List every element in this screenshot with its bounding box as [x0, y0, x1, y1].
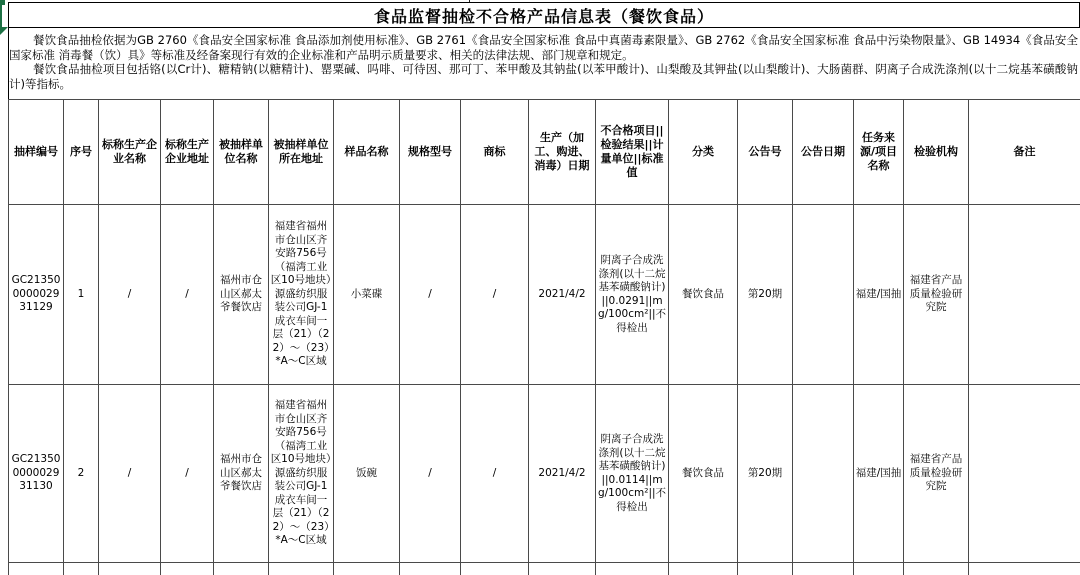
table-cell: /: [461, 385, 529, 563]
column-header: 标称生产企业名称: [99, 100, 161, 205]
column-header: 检验机构: [904, 100, 969, 205]
empty-cell: [400, 563, 461, 575]
table-cell: 福州市仓山区郝太爷餐饮店: [214, 205, 269, 385]
table-cell: /: [161, 385, 214, 563]
table-cell: 阴离子合成洗涤剂(以十二烷基苯磺酸钠计)||0.0291||mg/100cm²||不得检出: [596, 205, 669, 385]
table-cell: 1: [64, 205, 99, 385]
table-cell: GC21350000002931130: [9, 385, 64, 563]
column-header: 备注: [969, 100, 1080, 205]
column-header: 标称生产企业地址: [161, 100, 214, 205]
selection-corner-triangle-icon: [0, 27, 8, 35]
table-cell: /: [99, 205, 161, 385]
empty-cell: [161, 563, 214, 575]
column-header: 分类: [669, 100, 738, 205]
table-cell: 福建省福州市仓山区齐安路756号（福湾工业区10号地块）源盛纺织服装公司GJ-1成衣车间一层（21）（22）～（23）*A～C区域: [269, 205, 334, 385]
table-header-row: [9, 100, 1080, 205]
table-cell: 小菜碟: [334, 205, 400, 385]
table-cell: [793, 205, 854, 385]
table-cell: /: [99, 385, 161, 563]
table-cell: GC21350000002931129: [9, 205, 64, 385]
table-title-cell: [8, 2, 1080, 28]
empty-cell: [269, 563, 334, 575]
column-header: 商标: [461, 100, 529, 205]
column-header: 序号: [64, 100, 99, 205]
column-header: 任务来源/项目名称: [854, 100, 904, 205]
intro-paragraph-standards: 餐饮食品抽检依据为GB 2760《食品安全国家标准 食品添加剂使用标准》、GB 2761《食品安全国家标准 食品中真菌毒素限量》、GB 2762《食品安全国家标准 食品中污染物限量》、GB 14934《食品安全国家标准 消毒餐（饮）具》等标准及经备案现行有效的企业标准和产品明示质量要求、相关的法律法规、部门规章和规定。: [9, 33, 1078, 62]
column-header: 抽样编号: [9, 100, 64, 205]
table-cell: 饭碗: [334, 385, 400, 563]
table-body: [9, 205, 1080, 575]
table-cell: 福建省产品质量检验研究院: [904, 385, 969, 563]
table-cell: /: [161, 205, 214, 385]
empty-cell: [969, 563, 1080, 575]
empty-cell: [596, 563, 669, 575]
table-cell: 餐饮食品: [669, 385, 738, 563]
empty-cell: [461, 563, 529, 575]
table-header: [9, 100, 1080, 205]
table-cell: 2021/4/2: [529, 205, 596, 385]
empty-cell: [738, 563, 793, 575]
table-cell: 餐饮食品: [669, 205, 738, 385]
table-cell: [969, 385, 1080, 563]
column-header: 被抽样单位所在地址: [269, 100, 334, 205]
table-cell: /: [400, 385, 461, 563]
empty-cell: [9, 563, 64, 575]
inspection-table: [8, 99, 1080, 575]
table-row: [9, 385, 1080, 563]
table-cell: 福建省福州市仓山区齐安路756号（福湾工业区10号地块）源盛纺织服装公司GJ-1成衣车间一层（21）（22）～（23）*A～C区域: [269, 385, 334, 563]
table-cell: 第20期: [738, 205, 793, 385]
table-row: [9, 205, 1080, 385]
empty-cell: [793, 563, 854, 575]
table-cell: 2: [64, 385, 99, 563]
partial-next-row: [9, 563, 1080, 575]
empty-cell: [334, 563, 400, 575]
table-cell: [969, 205, 1080, 385]
intro-paragraph-items: 餐饮食品抽检项目包括铬(以Cr计)、糖精钠(以糖精计)、罂粟碱、吗啡、可待因、那可丁、苯甲酸及其钠盐(以苯甲酸计)、山梨酸及其钾盐(以山梨酸计)、大肠菌群、阴离子合成洗涤剂(以十二烷基苯磺酸钠计)等指标。: [9, 62, 1078, 91]
column-header: 被抽样单位名称: [214, 100, 269, 205]
column-header: 规格型号: [400, 100, 461, 205]
page-title: 食品监督抽检不合格产品信息表（餐饮食品）: [373, 6, 714, 26]
empty-cell: [99, 563, 161, 575]
table-cell: 福州市仓山区郝太爷餐饮店: [214, 385, 269, 563]
table-cell: 阴离子合成洗涤剂(以十二烷基苯磺酸钠计)||0.0114||mg/100cm²||不得检出: [596, 385, 669, 563]
table-cell: [793, 385, 854, 563]
intro-text-block: [8, 28, 1080, 99]
table-cell: 福建/国抽: [854, 205, 904, 385]
empty-cell: [904, 563, 969, 575]
empty-cell: [214, 563, 269, 575]
empty-cell: [529, 563, 596, 575]
table-cell: 福建省产品质量检验研究院: [904, 205, 969, 385]
table-cell: 福建/国抽: [854, 385, 904, 563]
empty-cell: [854, 563, 904, 575]
empty-cell: [669, 563, 738, 575]
selection-border-icon: [0, 0, 2, 30]
table-cell: /: [461, 205, 529, 385]
column-header: 样品名称: [334, 100, 400, 205]
column-header: 公告日期: [793, 100, 854, 205]
column-header: 不合格项目||检验结果||计量单位||标准值: [596, 100, 669, 205]
table-cell: /: [400, 205, 461, 385]
empty-cell: [64, 563, 99, 575]
column-header: 公告号: [738, 100, 793, 205]
column-header: 生产（加工、购进、消毒）日期: [529, 100, 596, 205]
table-cell: 2021/4/2: [529, 385, 596, 563]
table-cell: 第20期: [738, 385, 793, 563]
